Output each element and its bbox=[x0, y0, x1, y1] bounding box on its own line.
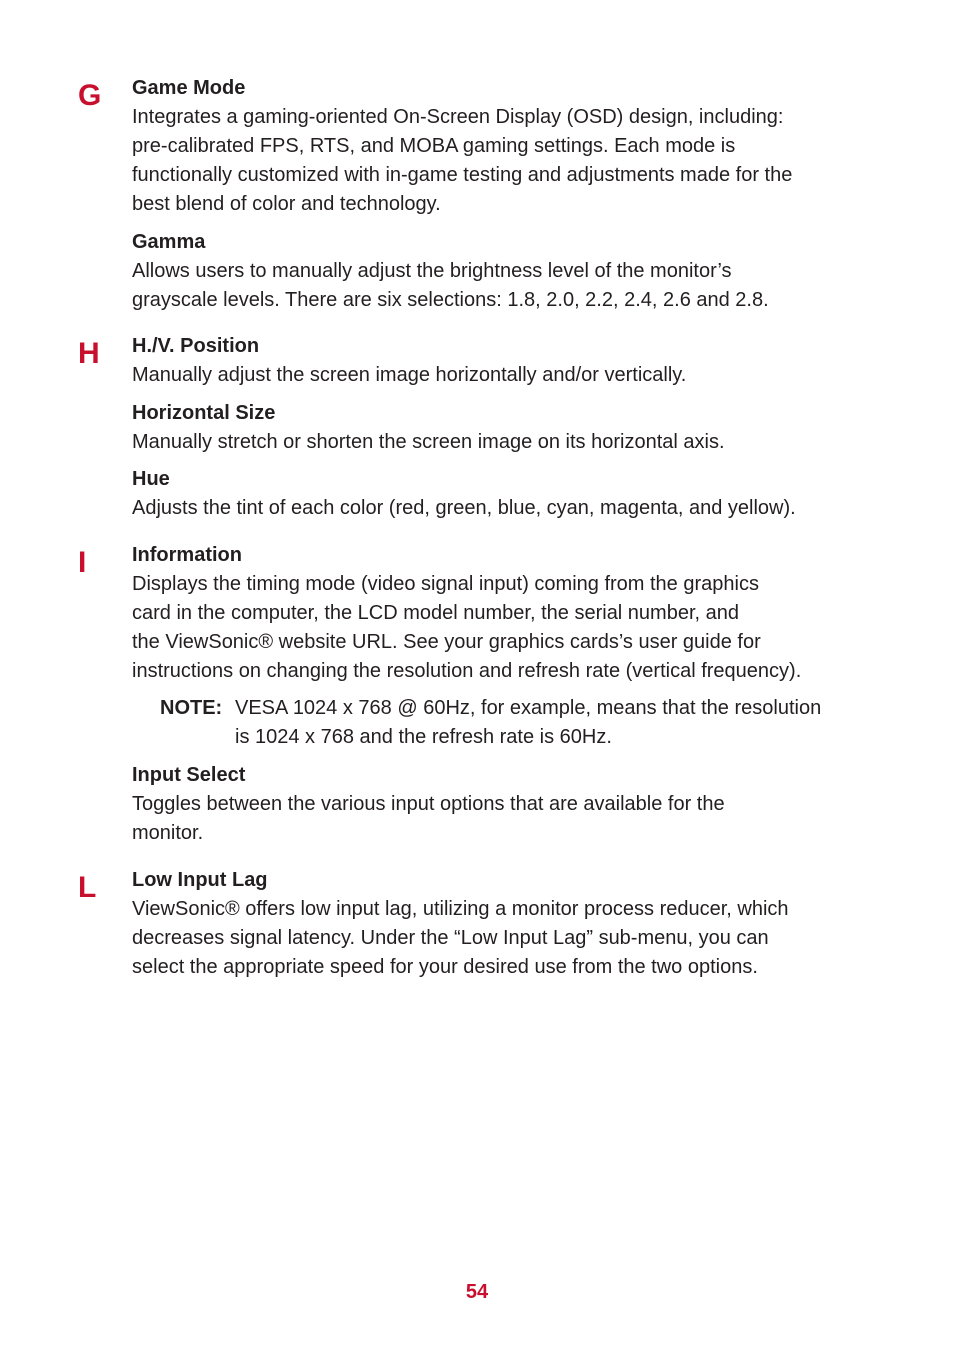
entry-hv-position bbox=[132, 332, 892, 390]
term-heading: Hue bbox=[132, 468, 170, 490]
section-letter-h: H bbox=[78, 337, 100, 370]
section-letter-l: L bbox=[78, 871, 97, 904]
section-letter-i: I bbox=[78, 546, 87, 579]
entry-horizontal-size bbox=[132, 399, 892, 457]
term-description: Integrates a gaming-oriented On-Screen Display (OSD) design, including: pre-calibrated FPS, RTS, and MOBA gaming settings. Each mode is functionally customized with in-game testing and adjustments made for the best blend of color and technology. bbox=[132, 106, 793, 215]
term-heading: Input Select bbox=[132, 764, 246, 786]
note-label: NOTE: bbox=[160, 697, 223, 719]
term-description: Toggles between the various input options that are available for the monitor. bbox=[132, 793, 725, 844]
term-heading: H./V. Position bbox=[132, 335, 260, 357]
term-heading: Horizontal Size bbox=[132, 402, 276, 424]
entry-hue bbox=[132, 465, 892, 523]
term-description: ViewSonic® offers low input lag, utilizing a monitor process reducer, which decreases signal latency. Under the “Low Input Lag” sub-menu, you can select the appropriate speed for your desired use from the two options. bbox=[132, 898, 789, 978]
term-description: Manually adjust the screen image horizontally and/or vertically. bbox=[132, 364, 687, 386]
entry-game-mode bbox=[132, 74, 892, 219]
term-heading: Information bbox=[132, 544, 242, 566]
term-description: Allows users to manually adjust the brightness level of the monitor’s grayscale levels. There are six selections: 1.8, 2.0, 2.2, 2.4, 2.6 and 2.8. bbox=[132, 260, 769, 311]
entry-information bbox=[132, 541, 892, 686]
term-description: Adjusts the tint of each color (red, green, blue, cyan, magenta, and yellow). bbox=[132, 497, 796, 519]
term-description: Displays the timing mode (video signal input) coming from the graphics card in the computer, the LCD model number, the serial number, and the ViewSonic® website URL. See your graphics cards’s user guide for instructions on changing the resolution and refresh rate (vertical frequency). bbox=[132, 573, 802, 682]
term-heading: Low Input Lag bbox=[132, 869, 268, 891]
entry-low-input-lag bbox=[132, 866, 892, 982]
term-heading: Game Mode bbox=[132, 77, 246, 99]
term-description: Manually stretch or shorten the screen image on its horizontal axis. bbox=[132, 431, 725, 453]
note-text: VESA 1024 x 768 @ 60Hz, for example, means that the resolution is 1024 x 768 and the refresh rate is 60Hz. bbox=[235, 697, 822, 748]
term-heading: Gamma bbox=[132, 231, 206, 253]
page-number: 54 bbox=[465, 1281, 489, 1303]
entry-gamma bbox=[132, 228, 892, 315]
section-letter-g: G bbox=[78, 79, 102, 112]
entry-input-select bbox=[132, 761, 892, 848]
